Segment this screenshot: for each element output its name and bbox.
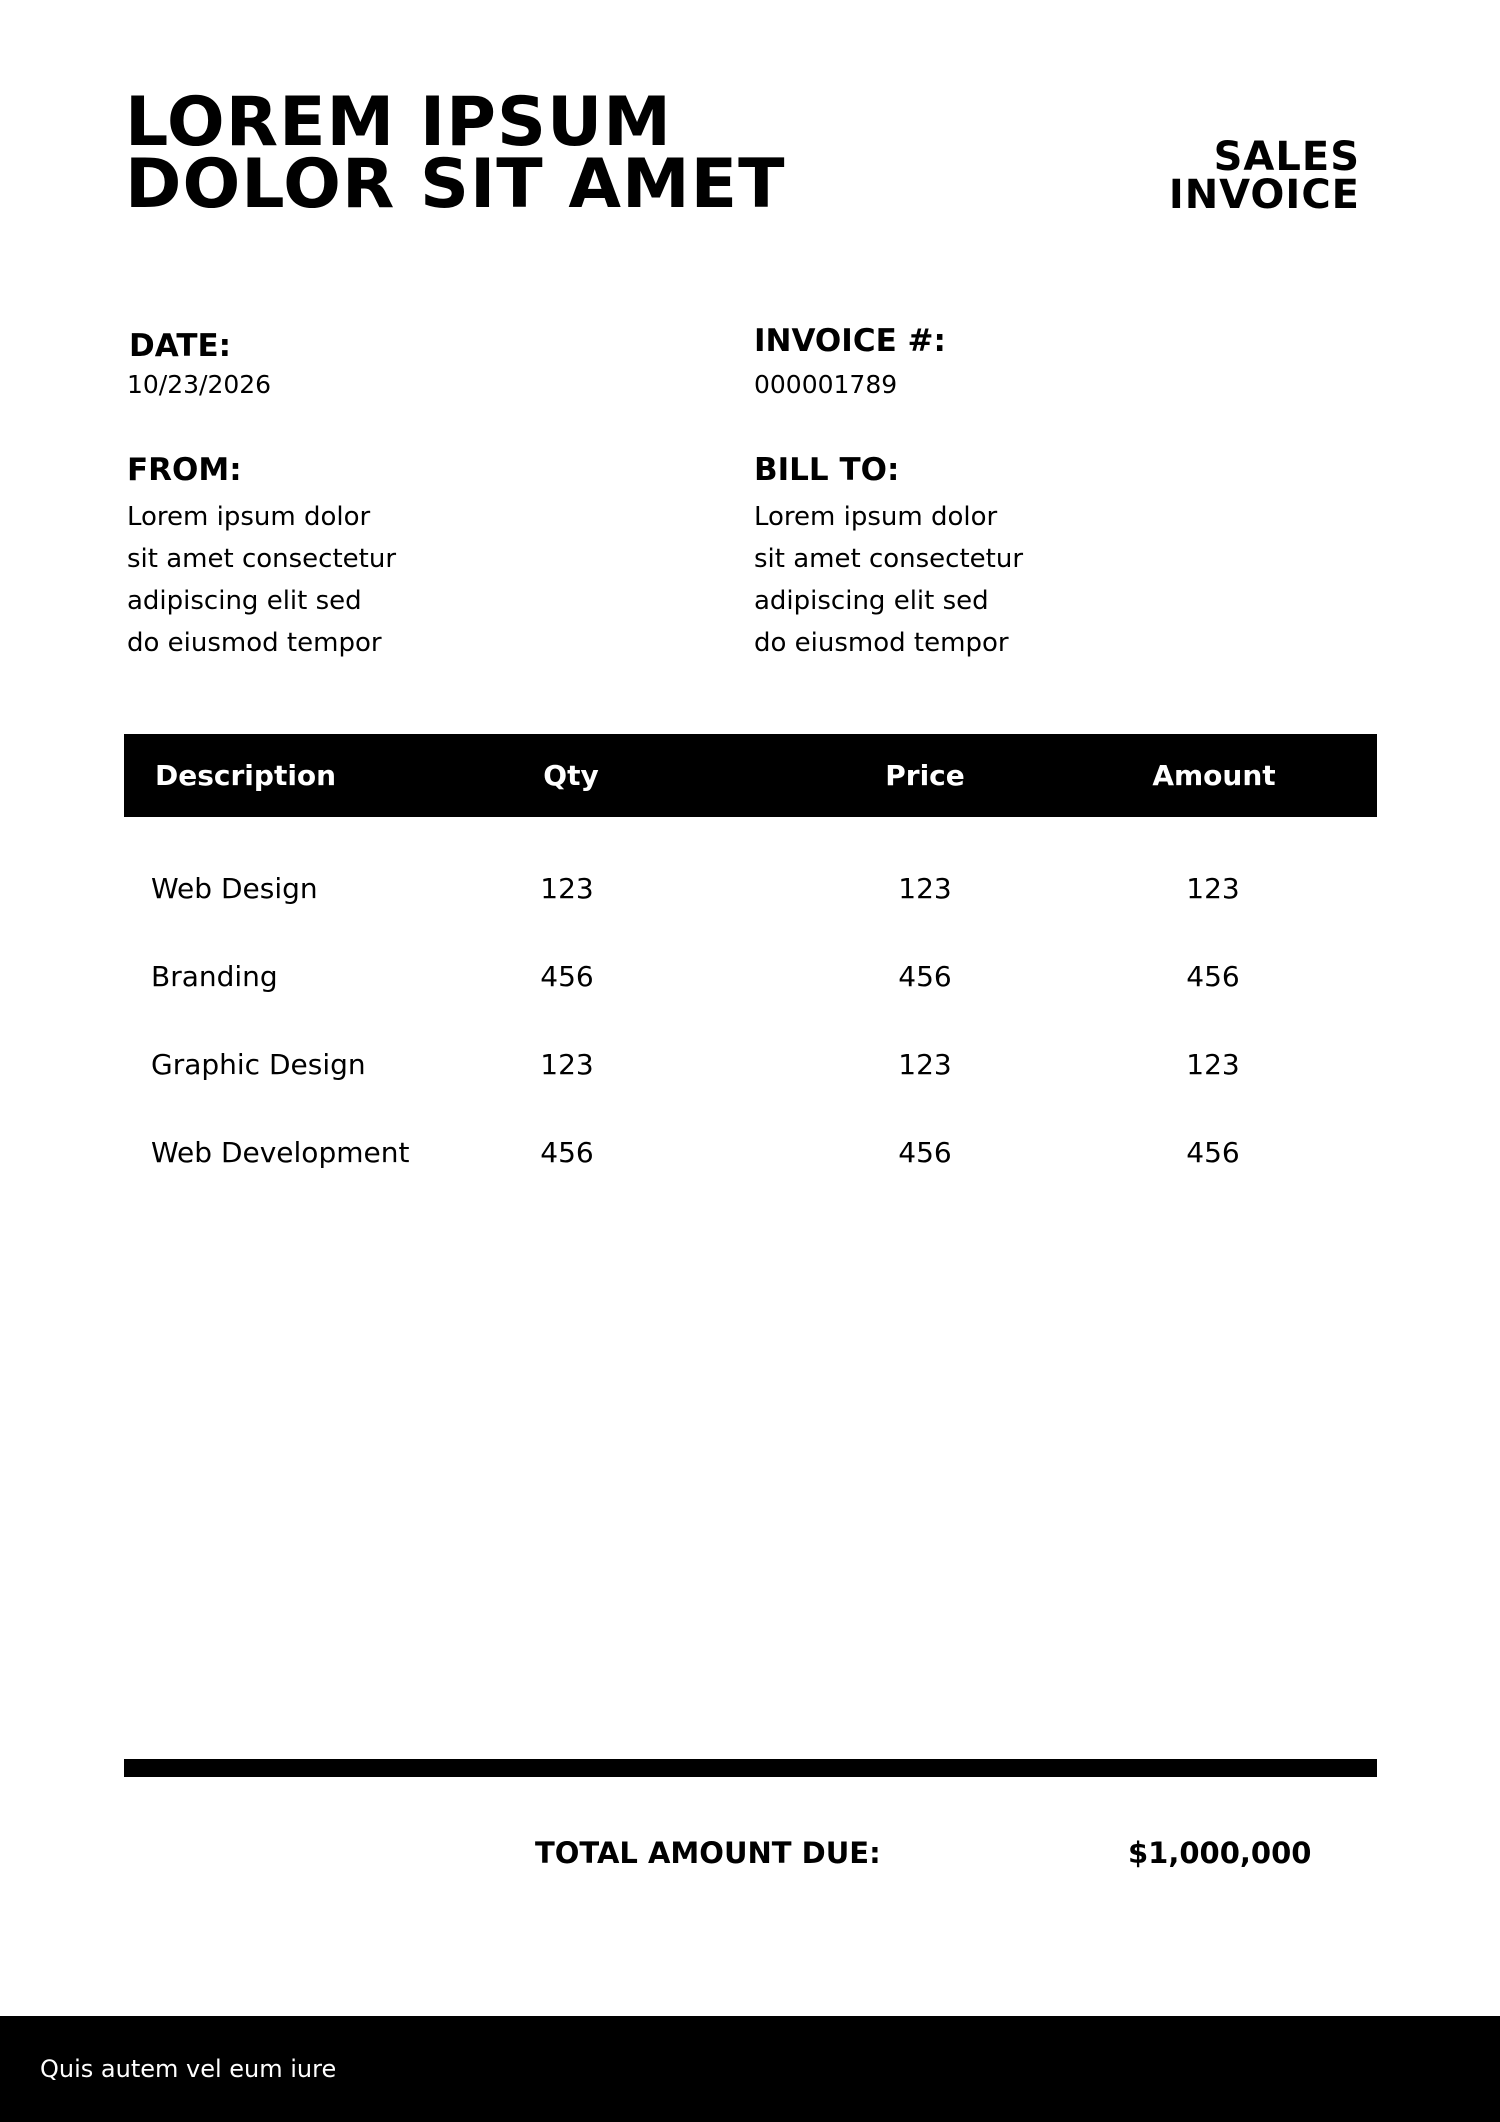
from-address	[127, 496, 396, 664]
total-amount-value: $1,000,000	[1128, 1836, 1312, 1870]
item-qty: 456	[540, 1136, 594, 1169]
table-header	[124, 734, 1377, 817]
item-amount: 456	[1186, 960, 1240, 993]
company-name-line-1: LOREM IPSUM	[125, 83, 672, 162]
from-address-line: do eiusmod tempor	[127, 628, 382, 658]
table-row	[124, 845, 1377, 933]
invoice-number-value: 000001789	[754, 370, 898, 399]
bill-to-address-line: do eiusmod tempor	[754, 628, 1009, 658]
item-amount: 123	[1186, 1048, 1240, 1081]
item-price: 456	[898, 960, 952, 993]
footer-text: Quis autem vel eum iure	[40, 2055, 337, 2083]
column-header-price: Price	[885, 759, 965, 792]
date-value: 10/23/2026	[127, 370, 272, 399]
footer-bar	[0, 2016, 1500, 2122]
invoice-number-label: INVOICE #:	[754, 323, 946, 359]
bill-to-address-line: Lorem ipsum dolor	[754, 502, 998, 532]
table-row	[124, 1021, 1377, 1109]
column-header-description: Description	[155, 759, 337, 792]
from-address-line: Lorem ipsum dolor	[127, 502, 371, 532]
table-row	[124, 1109, 1377, 1197]
company-name	[125, 83, 786, 224]
item-qty: 456	[540, 960, 594, 993]
from-label: FROM:	[127, 452, 242, 488]
line-items	[124, 845, 1377, 1197]
document-type	[1168, 134, 1360, 218]
from-address-line: sit amet consectetur	[127, 544, 397, 574]
item-amount: 123	[1186, 872, 1240, 905]
item-qty: 123	[540, 1048, 594, 1081]
item-price: 456	[898, 1136, 952, 1169]
column-header-amount: Amount	[1152, 759, 1276, 792]
bill-to-address-line: adipiscing elit sed	[754, 586, 989, 616]
item-price: 123	[898, 872, 952, 905]
total-amount-label: TOTAL AMOUNT DUE:	[535, 1836, 881, 1870]
item-amount: 456	[1186, 1136, 1240, 1169]
item-price: 123	[898, 1048, 952, 1081]
item-description: Branding	[151, 960, 278, 993]
item-description: Web Design	[151, 872, 318, 905]
bill-to-label: BILL TO:	[754, 452, 900, 488]
document-type-line-1: SALES	[1213, 134, 1360, 180]
totals-divider	[124, 1759, 1377, 1777]
item-description: Web Development	[151, 1136, 410, 1169]
item-qty: 123	[540, 872, 594, 905]
document-type-line-2: INVOICE	[1168, 172, 1360, 218]
date-label: DATE:	[129, 328, 232, 364]
item-description: Graphic Design	[151, 1048, 366, 1081]
column-header-qty: Qty	[543, 759, 599, 792]
table-row	[124, 933, 1377, 1021]
company-name-line-2: DOLOR SIT AMET	[125, 145, 786, 224]
from-address-line: adipiscing elit sed	[127, 586, 362, 616]
bill-to-address	[754, 496, 1023, 664]
bill-to-address-line: sit amet consectetur	[754, 544, 1024, 574]
